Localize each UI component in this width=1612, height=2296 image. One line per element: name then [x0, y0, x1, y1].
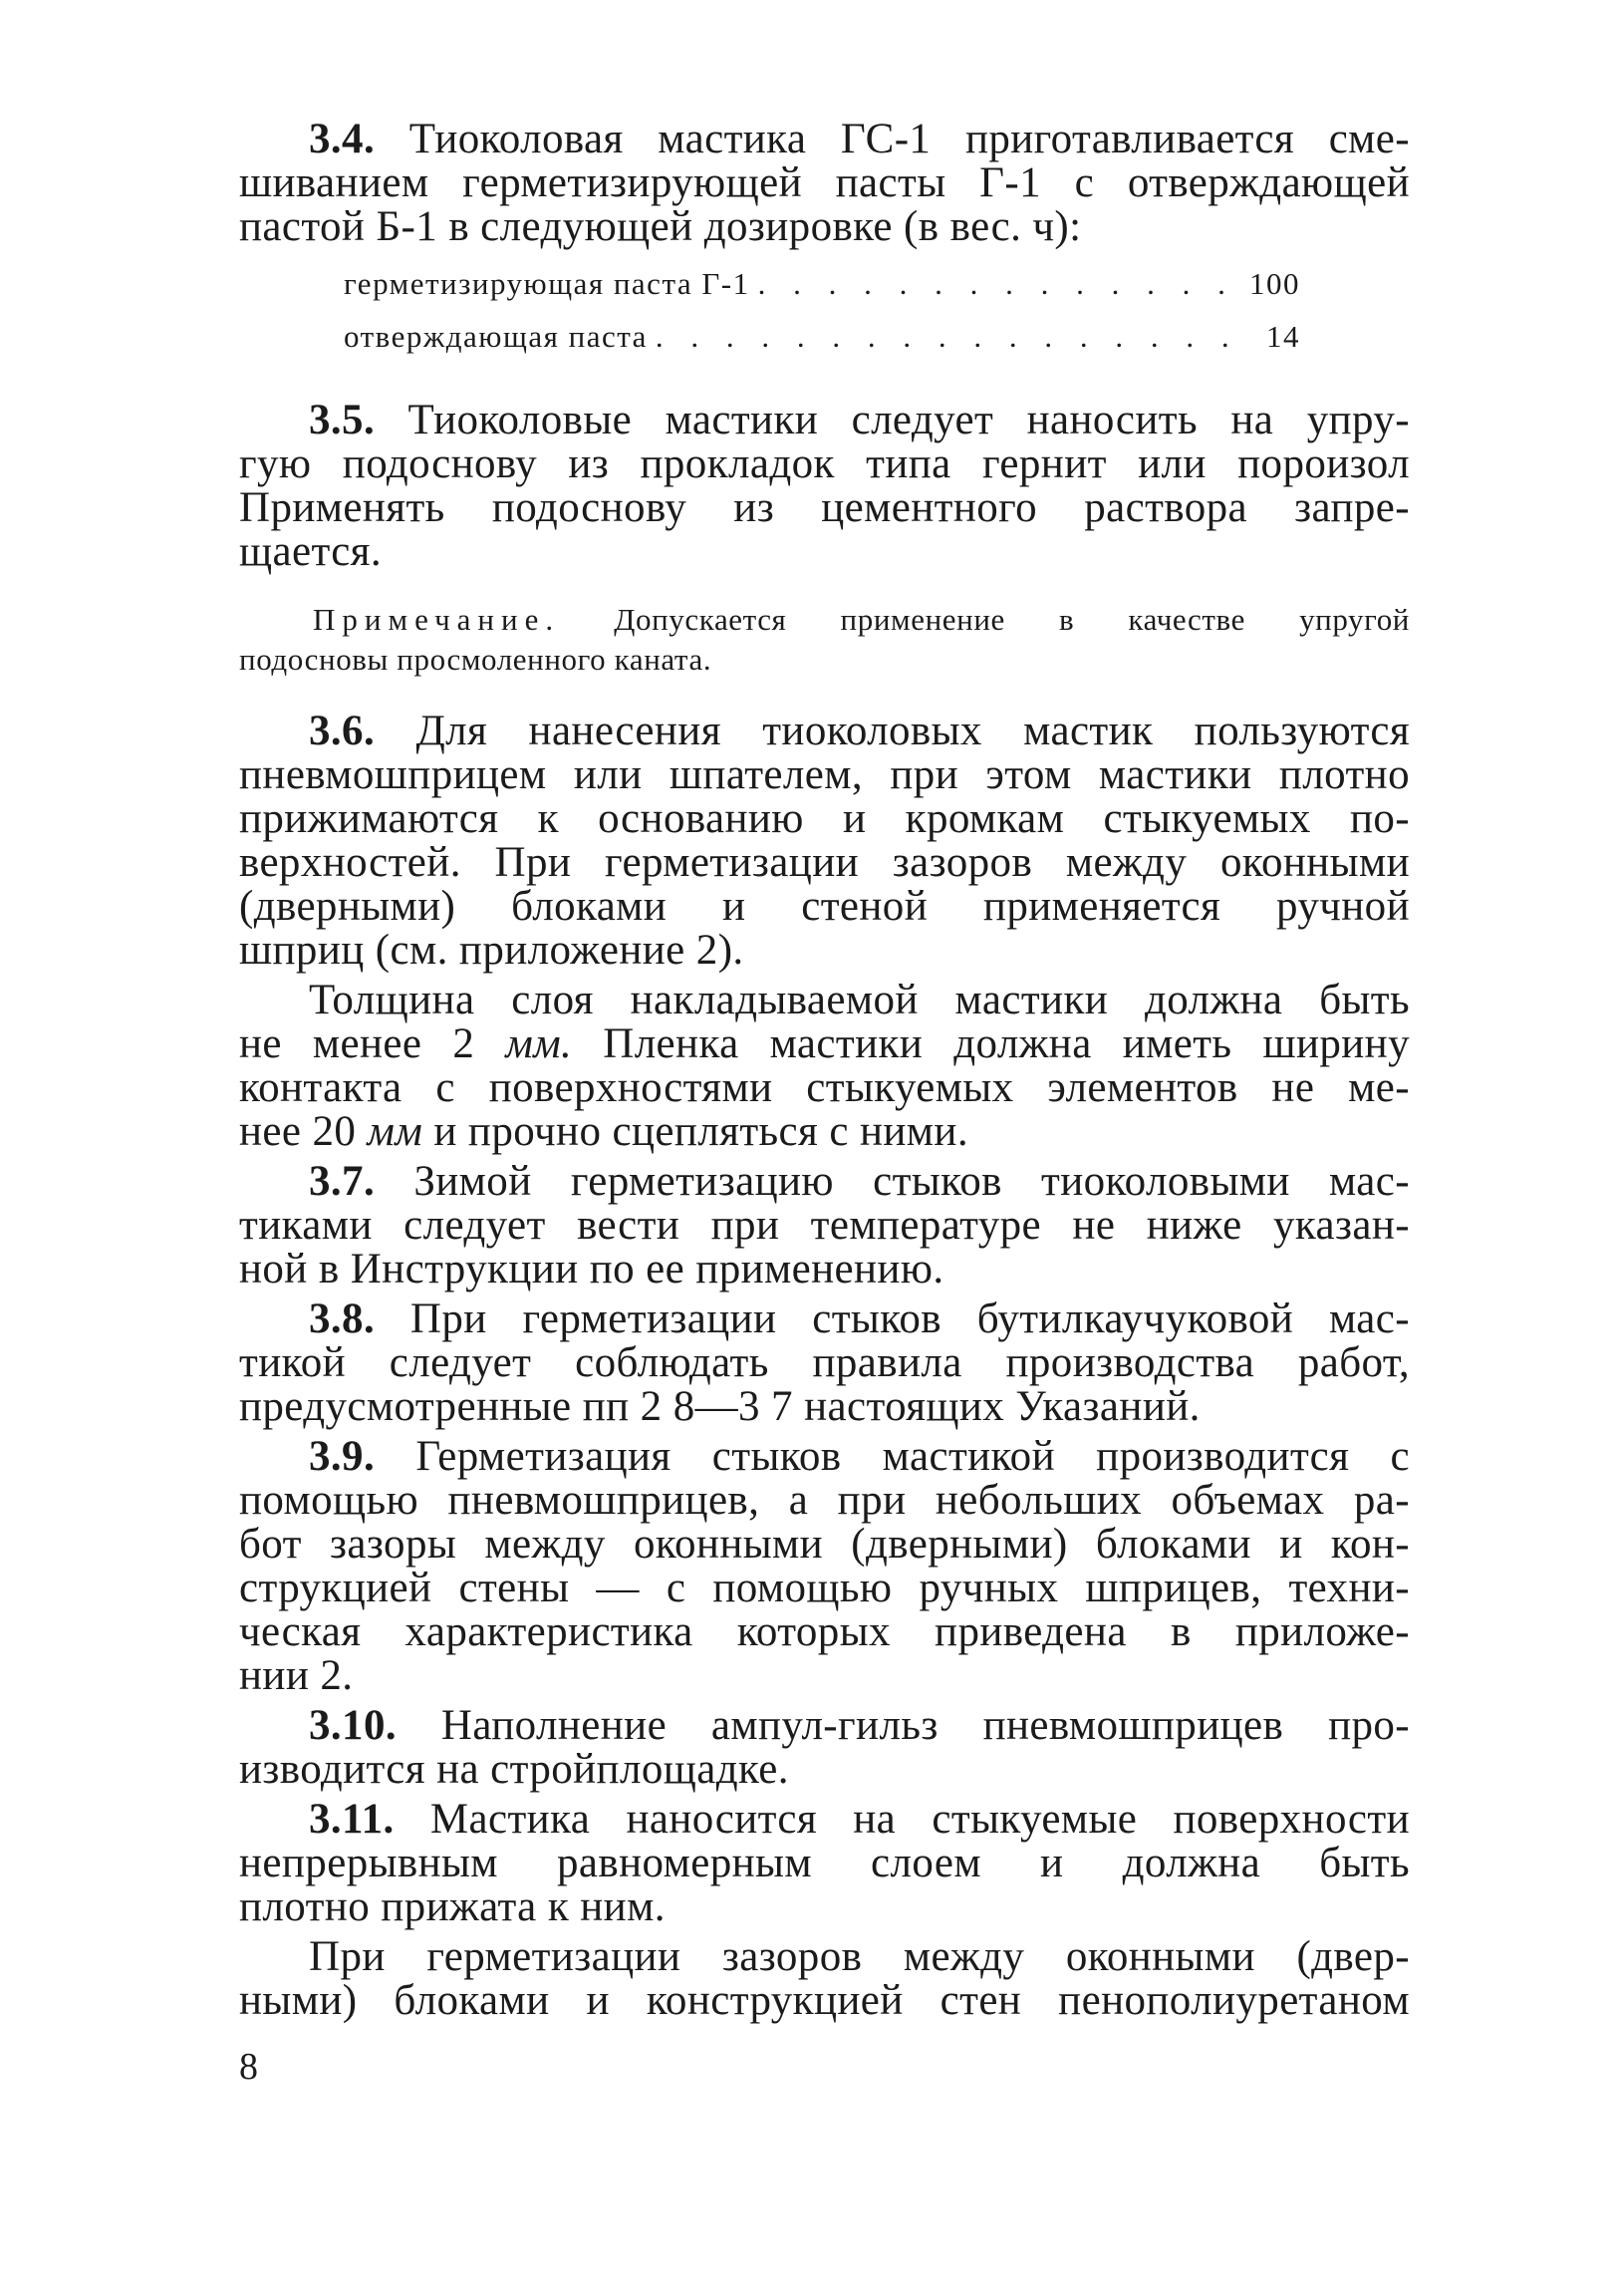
text-line: шприц (см. приложение 2). — [239, 927, 744, 974]
text-line: непрерывным равномерным слоем и должна быть — [239, 1840, 1410, 1886]
text-line — [239, 1297, 1410, 1341]
text-line: тикой следует соблюдать правила производства работ, — [239, 1339, 1410, 1386]
note-text: Допускается применение в качестве упругой — [614, 602, 1410, 637]
text-line: контакта с поверхностями стыкуемых элементов не ме- — [239, 1064, 1410, 1111]
paragraph-3-6 — [239, 710, 1410, 973]
clause-text: Тиоколовые мастики следует наносить на упру- — [407, 397, 1410, 443]
dosage-label: отверждающая паста — [344, 319, 648, 354]
text-line: подосновы просмоленного каната. — [239, 642, 712, 677]
page-number: 8 — [239, 2046, 258, 2088]
text-line — [239, 1022, 1410, 1066]
text-line: ческая характеристика которых приведена в приложе- — [239, 1608, 1410, 1655]
text-fragment: Пленка мастики должна иметь ширину — [603, 1020, 1410, 1067]
text-line — [239, 399, 1410, 442]
text-line: бот зазоры между оконными (дверными) блоками и кон- — [239, 1521, 1410, 1568]
text-line: Толщина слоя накладываемой мастики должна быть — [309, 977, 1410, 1023]
paragraph-3-6-thickness — [239, 979, 1410, 1154]
text-line: ными) блоками и конструкцией стен пенополиуретаном — [239, 1977, 1410, 2024]
clause-number: 3.5. — [309, 397, 376, 443]
clause-text: Герметизация стыков мастикой производится с — [415, 1433, 1411, 1480]
dosage-row — [344, 257, 1300, 310]
dosage-table — [344, 257, 1300, 363]
text-line — [239, 710, 1410, 753]
text-fragment: и прочно сцепляться с ними. — [433, 1108, 968, 1155]
clause-number: 3.11. — [309, 1796, 395, 1843]
text-line — [239, 1798, 1410, 1842]
text-line: пневмошприцем или шпателем, при этом мастики плотно — [239, 751, 1410, 798]
dosage-value: 14 — [1266, 319, 1300, 354]
clause-number: 3.9. — [309, 1433, 376, 1480]
text-line: верхностей. При герметизации зазоров между оконными — [239, 839, 1410, 886]
text-line — [239, 1435, 1410, 1479]
clause-number: 3.8. — [309, 1295, 376, 1342]
text-line — [239, 600, 1410, 640]
unit-mm: мм — [367, 1108, 423, 1155]
paragraph-3-10 — [239, 1704, 1410, 1792]
paragraph-3-8 — [239, 1297, 1410, 1429]
dosage-row — [344, 310, 1300, 363]
text-line: тиками следует вести при температуре не ниже указан- — [239, 1202, 1410, 1249]
text-line: предусмотренные пп 2 8—3 7 настоящих Указаний. — [239, 1383, 1201, 1430]
text-fragment: нее 20 — [239, 1108, 357, 1155]
text-line: струкцией стены — с помощью ручных шприцев, техни- — [239, 1565, 1410, 1611]
clause-text: Наполнение ампул-гильз пневмошприцев про- — [440, 1702, 1411, 1749]
text-line — [239, 1704, 1410, 1748]
page-content — [239, 118, 1410, 2029]
text-line: ной в Инструкции по ее применению. — [239, 1246, 944, 1292]
dosage-label: герметизирующая паста Г-1 — [344, 266, 750, 301]
clause-text: При герметизации стыков бутилкаучуковой мас- — [409, 1295, 1411, 1342]
text-line: изводится на стройплощадке. — [239, 1746, 789, 1793]
text-line: нии 2. — [239, 1652, 354, 1699]
note-heading: Примечание. — [313, 602, 561, 637]
text-line — [239, 118, 1410, 161]
text-line: Применять подоснову из цементного раствора запре- — [239, 484, 1410, 531]
paragraph-3-7 — [239, 1160, 1410, 1292]
text-line: пастой Б-1 в следующей дозировке (в вес. ч): — [239, 203, 1082, 250]
clause-number: 3.7. — [309, 1158, 376, 1205]
paragraph-3-11-continued — [239, 1935, 1410, 2023]
paragraph-3-5 — [239, 399, 1410, 574]
paragraph-3-9 — [239, 1435, 1410, 1698]
text-line — [239, 1160, 1410, 1204]
unit-mm: мм. — [505, 1020, 573, 1067]
clause-number: 3.4. — [309, 116, 376, 162]
clause-text: Тиоколовая мастика ГС-1 приготавливается сме- — [408, 116, 1410, 162]
text-line: При герметизации зазоров между оконными (двер- — [309, 1933, 1410, 1980]
text-fragment: не менее 2 — [239, 1020, 475, 1067]
text-line: (дверными) блоками и стеной применяется ручной — [239, 883, 1410, 930]
note-block — [239, 600, 1410, 680]
clause-number: 3.10. — [309, 1702, 397, 1749]
text-line: гую подоснову из прокладок типа гернит или пороизол — [239, 440, 1410, 487]
clause-text: Мастика наносится на стыкуемые поверхности — [429, 1796, 1411, 1843]
dot-leader — [656, 310, 1258, 363]
text-line — [239, 1110, 1410, 1154]
paragraph-3-4 — [239, 118, 1410, 249]
text-line: щается. — [239, 528, 383, 575]
text-line: плотно прижата к ним. — [239, 1883, 666, 1930]
text-line: прижимаются к основанию и кромкам стыкуемых по- — [239, 795, 1410, 842]
clause-text: Зимой герметизацию стыков тиоколовыми мас- — [413, 1158, 1410, 1205]
paragraph-3-11 — [239, 1798, 1410, 1929]
clause-number: 3.6. — [309, 708, 376, 754]
text-line: шиванием герметизирующей пасты Г-1 с отверждающей — [239, 159, 1410, 206]
dosage-value: 100 — [1249, 266, 1300, 301]
dot-leader — [758, 257, 1241, 310]
clause-text: Для нанесения тиоколовых мастик пользуются — [415, 708, 1410, 754]
text-line: помощью пневмошприцев, а при небольших объемах ра- — [239, 1477, 1410, 1524]
